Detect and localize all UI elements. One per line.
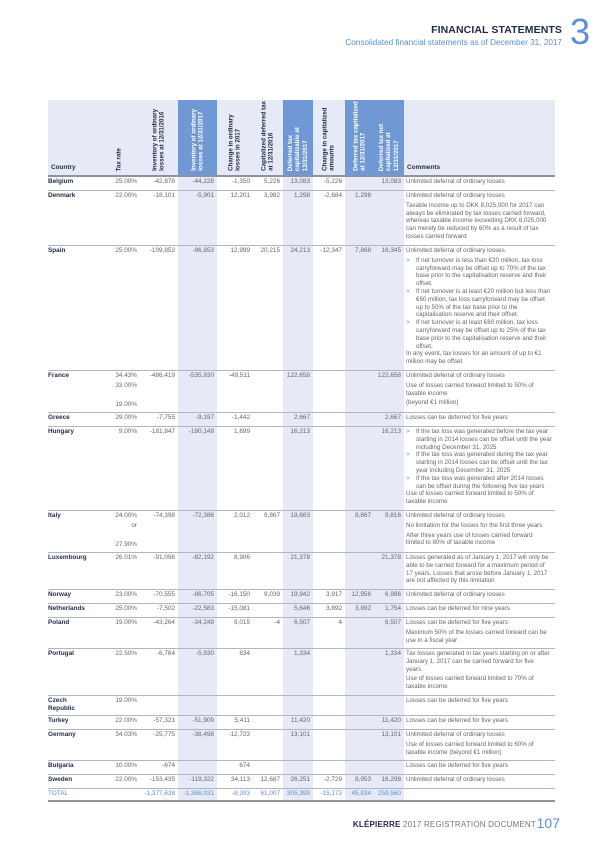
def-capitalizable-cell: 16,213: [290, 428, 310, 435]
comment-text: Unlimited deferral of ordinary losses: [406, 192, 505, 199]
inv-2016-cell: -153,435: [149, 776, 175, 783]
tax-rate: 25.00%: [115, 247, 137, 254]
header-inv-2017: [178, 100, 217, 175]
def-capitalized-cell: 1,298: [355, 192, 371, 199]
tax-rate-cell: [97, 717, 137, 727]
change-2017-cell: -15,081: [228, 605, 250, 612]
inv-2016-cell: -74,398: [153, 512, 175, 519]
inv-2017-cell: -535,930: [188, 372, 214, 379]
change-2017-cell: 12,201: [230, 192, 250, 199]
def-capitalizable-cell: 11,420: [290, 717, 310, 724]
tax-rate: 23.00%: [115, 591, 137, 598]
def-not-capitalized-cell: 21,378: [381, 554, 401, 561]
comment-bullet: If net turnover is less than €20 million, tax loss carryforward may be offset up to 70% of the tax base prior to the capitalisation reserve and their offset.: [416, 256, 547, 288]
def-capitalizable-cell: 13,083: [290, 178, 310, 185]
change-2017-cell: 12,999: [230, 247, 250, 254]
comment-text: No limitation for the losses for the first three years: [406, 521, 543, 529]
header-label: Deferred tax not capitalized at 12/31/2017: [377, 123, 400, 171]
tax-rate: 29.00%: [115, 414, 137, 421]
table-row: [48, 412, 555, 426]
bullet-arrow-icon: >: [406, 451, 410, 459]
comment-bullet: If the tax loss was generated after 2014 losses can be offset during the following five tax years: [416, 474, 545, 490]
inv-2017-cell: -9,197: [195, 414, 214, 421]
table-row: [48, 552, 555, 589]
country-cell: Belgium: [48, 178, 74, 185]
tax-rate-cell: [97, 619, 137, 629]
comments-cell: [406, 619, 552, 646]
comments-cell: [406, 428, 552, 508]
inv-2016-cell: -7,502: [156, 605, 175, 612]
def-not-capitalized-cell: 2,667: [385, 414, 401, 421]
inv-2017-cell: -34,249: [192, 619, 214, 626]
def-not-capitalized-cell: 1,334: [385, 650, 401, 657]
country-cell: Norway: [48, 591, 72, 598]
change-2017-cell: 9,015: [234, 619, 250, 626]
tax-rate: 10.00%: [115, 762, 137, 769]
table-row: [48, 603, 555, 617]
chapter-number: 3: [569, 11, 590, 52]
tax-rate: 24.00%: [115, 512, 137, 519]
country-cell: Greece: [48, 414, 70, 421]
cap-2016-cell: 5,226: [264, 178, 280, 185]
table-row: [48, 760, 555, 774]
comment-text: Unlimited deferral of ordinary losses: [406, 372, 505, 379]
total-label: TOTAL: [48, 790, 69, 797]
header-label: Change in ordinary losses in 2017: [227, 114, 242, 171]
total-inv-2016: -1,377,638: [144, 790, 175, 797]
inv-2016-cell: -91,098: [153, 554, 175, 561]
comment-text: Use of losses carried forward limited to 50% of taxable income: [406, 381, 534, 397]
country-cell: Spain: [48, 247, 66, 254]
def-capitalizable-cell: 13,101: [290, 731, 310, 738]
inv-2016-cell: -486,419: [149, 372, 175, 379]
inv-2016-cell: -181,847: [149, 428, 175, 435]
comment-text: Losses can be deferred for five years: [406, 414, 508, 421]
inv-2017-cell: -180,149: [188, 428, 214, 435]
inv-2017-cell: -72,386: [192, 512, 214, 519]
table-row: [48, 617, 555, 648]
header-label: Capitalized deferred tax at 12/31/2016: [260, 101, 275, 171]
country-cell: Hungary: [48, 428, 74, 435]
footer-doc: 2017 REGISTRATION DOCUMENT: [402, 820, 536, 829]
change-cap-cell: -2,729: [323, 776, 342, 783]
comment-text: Losses can be deferred for nine years: [406, 605, 510, 612]
def-not-capitalized-cell: 11,420: [381, 717, 401, 724]
tax-rate: 22.50%: [115, 650, 137, 657]
header-label: Change in capitalized amounts: [321, 107, 336, 171]
comments-cell: [406, 776, 552, 786]
header-def-not-capitalized: [374, 100, 404, 175]
header-comments: [404, 100, 555, 175]
tax-rate-cell: [97, 372, 137, 410]
tax-rate-cell: [97, 414, 137, 424]
tax-rate: 34.43%: [115, 372, 137, 379]
comments-cell: [406, 650, 552, 693]
inv-2016-cell: -70,555: [153, 591, 175, 598]
def-not-capitalized-cell: 16,213: [381, 428, 401, 435]
country-cell: Czech Republic: [48, 697, 75, 712]
comments-cell: [406, 372, 552, 409]
table-row: [48, 426, 555, 510]
tax-rate-cell: [97, 428, 137, 438]
inv-2016-cell: -57,321: [153, 717, 175, 724]
header-cap-2016: [253, 100, 283, 175]
tax-rate: 19.00%: [115, 697, 137, 704]
change-2017-cell: 1,699: [234, 428, 250, 435]
tax-rate-cell: [97, 776, 137, 786]
tax-rate: 19.00%: [115, 400, 137, 408]
header-def-capitalized: [345, 100, 374, 175]
page-number: 107: [536, 815, 560, 831]
tax-rate-cell: [97, 512, 137, 550]
comment-text: Unlimited deferral of ordinary losses: [406, 178, 505, 185]
change-cap-cell: 3,892: [326, 605, 342, 612]
bullet-arrow-icon: >: [406, 428, 410, 435]
table-row: [48, 370, 555, 412]
tax-rate: 19.00%: [115, 619, 137, 626]
comments-cell: [406, 762, 552, 772]
table-header: [48, 100, 555, 175]
header-label: Country: [51, 164, 76, 171]
table-row: [48, 648, 555, 695]
def-capitalizable-cell: 19,683: [290, 512, 310, 519]
total-def-capitalizable: 305,399: [286, 790, 310, 797]
inv-2017-cell: -22,583: [192, 605, 214, 612]
bullet-arrow-icon: >: [406, 256, 410, 264]
tax-rate: 9.00%: [118, 428, 137, 435]
comment-text: Unlimited deferral of ordinary losses: [406, 591, 505, 598]
country-cell: Portugal: [48, 650, 74, 657]
inv-2017-cell: -86,705: [192, 591, 214, 598]
inv-2016-cell: -42,878: [153, 178, 175, 185]
comments-cell: [406, 731, 552, 758]
def-capitalized-cell: 7,868: [355, 247, 371, 254]
inv-2016-cell: -25,775: [153, 731, 175, 738]
tax-rate: 34.03%: [115, 731, 137, 738]
table-row: [48, 729, 555, 760]
table-row: [48, 510, 555, 552]
header-tax-rate: [97, 100, 140, 175]
table-row: [48, 175, 555, 190]
inv-2017-cell: -38,498: [192, 731, 214, 738]
cap-2016-cell: 9,867: [264, 512, 280, 519]
header-label: Inventory of ordinary losses at 12/31/2016: [151, 109, 166, 171]
tax-rate: 26.01%: [115, 554, 137, 561]
cap-2016-cell: -4: [274, 619, 280, 626]
change-2017-cell: 834: [239, 650, 250, 657]
inv-2016-cell: -674: [162, 762, 175, 769]
def-capitalizable-cell: 122,658: [286, 372, 310, 379]
change-2017-cell: -49,511: [228, 372, 250, 379]
def-not-capitalized-cell: 1,754: [385, 605, 401, 612]
tax-rate-cell: [97, 697, 137, 707]
tax-rate: [97, 531, 137, 541]
country-cell: Germany: [48, 731, 76, 738]
cap-2016-cell: 3,982: [264, 192, 280, 199]
bullet-arrow-icon: >: [406, 287, 410, 295]
tax-rate: 22.00%: [115, 776, 137, 783]
cap-2016-cell: 20,215: [260, 247, 280, 254]
footer: [353, 820, 536, 829]
comment-text: Unlimited deferral of ordinary losses.: [406, 247, 507, 254]
change-2017-cell: -12,723: [228, 731, 250, 738]
inv-2016-cell: -6,764: [156, 650, 175, 657]
country-cell: Poland: [48, 619, 70, 626]
comment-text: Unlimited deferral of ordinary losses: [406, 512, 505, 519]
header-country: [48, 100, 97, 175]
comment-text: Tax losses generated in tax years starting on or after January 1, 2017 can be carried forward for five years.: [406, 650, 550, 673]
comment-text: Maximum 50% of the losses carried forward can be use in a fiscal year: [406, 628, 547, 644]
def-capitalizable-cell: 1,298: [294, 192, 310, 199]
comment-bullet: If net turnover is at least €60 million, tax loss carryforward may be offset up to 25% of the tax base prior to the capitalisation reserve and their offset.: [416, 319, 547, 350]
country-cell: Denmark: [48, 192, 76, 199]
change-cap-cell: -5,226: [323, 178, 342, 185]
tax-rate: [97, 391, 137, 401]
inv-2017-cell: -51,909: [192, 717, 214, 724]
header-label: Inventory of ordinary losses at 12/31/2017: [190, 109, 205, 171]
change-2017-cell: -16,150: [228, 591, 250, 598]
comments-cell: [406, 192, 552, 243]
def-not-capitalized-cell: 6,986: [385, 591, 401, 598]
comment-text: After three years use of losses carried forward limited to 80% of taxable income: [406, 531, 533, 547]
def-capitalized-cell: 9,953: [355, 776, 371, 783]
tax-rate: 33.00%: [115, 381, 137, 389]
comments-cell: [406, 247, 552, 368]
total-def-not-capitalized: 259,560: [377, 790, 401, 797]
header-def-capitalizable: [283, 100, 313, 175]
change-2017-cell: 34,113: [230, 776, 250, 783]
footer-brand: KLÉPIERRE: [352, 820, 401, 829]
tax-rate-cell: [97, 554, 137, 564]
comments-cell: [406, 697, 552, 707]
def-capitalizable-cell: 2,667: [294, 414, 310, 421]
header-label: Tax rate: [114, 147, 122, 171]
header-inv-2016: [140, 100, 178, 175]
comments-cell: [406, 178, 552, 188]
comments-cell: [406, 591, 552, 601]
comment-text: Losses can be deferred for five years: [406, 619, 508, 626]
comment-text: Use of losses carried forward limited to 60% of taxable income (beyond €1 million): [406, 740, 534, 756]
cap-2016-cell: 12,687: [260, 776, 280, 783]
inv-2016-cell: -18,101: [153, 192, 175, 199]
comment-text: Use of losses carried forward limited to 50% of taxable income: [406, 490, 534, 506]
inv-2017-cell: -5,930: [195, 650, 214, 657]
def-not-capitalized-cell: 122,658: [377, 372, 401, 379]
inv-2016-cell: -43,264: [153, 619, 175, 626]
inv-2017-cell: -96,853: [192, 247, 214, 254]
def-capitalizable-cell: 1,334: [294, 650, 310, 657]
change-2017-cell: 8,906: [234, 554, 250, 561]
comment-bullet: If net turnover is at least €20 million but less than €60 million, tax loss carryforward may be offset up to 50% of the tax base prior to the capitalisation reserve and their offset.: [416, 287, 551, 319]
bullet-arrow-icon: >: [406, 319, 410, 327]
def-capitalized-cell: 12,956: [351, 591, 371, 598]
cap-2016-cell: 9,039: [264, 591, 280, 598]
tax-rate-cell: [97, 650, 137, 660]
country-cell: Italy: [48, 512, 61, 519]
tax-rate-cell: [97, 605, 137, 615]
bullet-arrow-icon: >: [406, 474, 410, 482]
def-capitalized-cell: 3,892: [355, 605, 371, 612]
header-label: Deferred tax capitalized at 12/31/2017: [352, 101, 367, 171]
def-capitalized-cell: 9,867: [355, 512, 371, 519]
comment-text: Use of losses carried forward limited to 70% of taxable income: [406, 675, 534, 691]
tax-rate: 25.00%: [115, 605, 137, 612]
total-cap-2016: 61,007: [260, 790, 280, 797]
table-row: [48, 589, 555, 603]
chapter-title: FINANCIAL STATEMENTS: [431, 24, 562, 36]
total-row: [48, 788, 555, 802]
change-2017-cell: 2,012: [234, 512, 250, 519]
tax-rate: 22.00%: [115, 192, 137, 199]
comment-bullet: If the tax loss was generated during the tax year starting in 2014 losses can be offset until the tax year including December 31, 2025: [416, 451, 548, 474]
comments-cell: [406, 554, 552, 587]
country-cell: Netherlands: [48, 605, 85, 612]
change-2017-cell: 674: [239, 762, 250, 769]
table-row: [48, 774, 555, 788]
header-change-cap: [313, 100, 345, 175]
tax-rate: or: [131, 521, 137, 529]
def-capitalizable-cell: 19,942: [290, 591, 310, 598]
def-capitalizable-cell: 24,213: [290, 247, 310, 254]
table-row: [48, 190, 555, 245]
total-change-cap: -15,173: [320, 790, 342, 797]
country-cell: Turkey: [48, 717, 69, 724]
header-label: Comments: [407, 164, 441, 171]
comment-text: Losses can be deferred for five years: [406, 717, 508, 724]
tax-rate-cell: [97, 178, 137, 188]
change-cap-cell: 3,917: [326, 591, 342, 598]
header-change-2017: [217, 100, 253, 175]
tax-rate-cell: [97, 247, 137, 257]
comments-cell: [406, 512, 552, 549]
def-not-capitalized-cell: 6,507: [385, 619, 401, 626]
country-cell: Luxembourg: [48, 554, 87, 561]
table-row: [48, 715, 555, 729]
inv-2017-cell: -82,192: [192, 554, 214, 561]
change-2017-cell: -1,442: [231, 414, 250, 421]
def-not-capitalized-cell: 13,101: [381, 731, 401, 738]
total-change-2017: -8,393: [231, 790, 250, 797]
comments-cell: [406, 605, 552, 615]
inv-2016-cell: -109,852: [149, 247, 175, 254]
change-cap-cell: 4: [338, 619, 342, 626]
change-cap-cell: -12,347: [320, 247, 342, 254]
total-def-capitalized: 45,834: [351, 790, 371, 797]
change-2017-cell: -1,350: [231, 178, 250, 185]
inv-2017-cell: -5,901: [195, 192, 214, 199]
tax-rate: 22.00%: [115, 717, 137, 724]
inv-2017-cell: -44,228: [192, 178, 214, 185]
def-capitalizable-cell: 6,507: [294, 619, 310, 626]
def-not-capitalized-cell: 9,816: [385, 512, 401, 519]
comment-text: Unlimited deferral of ordinary losses: [406, 731, 505, 738]
comment-text: In any event, tax losses for an amount of up to €1 million may be offset: [406, 350, 542, 366]
header-label: Deferred tax capitalizable at 12/31/2017: [286, 126, 309, 171]
country-cell: France: [48, 372, 69, 379]
tax-rate-cell: [97, 731, 137, 741]
change-cap-cell: -2,684: [323, 192, 342, 199]
country-cell: Bulgaria: [48, 762, 74, 769]
comment-text: Taxable income up to DKK 8,025,000 for 2017 can always be eliminated by tax losses carried forward, whereas taxable income exceeding DKK 8,025,000 can merely be reduced by 60% as a result of tax losses carried forward: [406, 201, 547, 240]
def-capitalizable-cell: 21,378: [290, 554, 310, 561]
comment-text: Unlimited deferral of ordinary losses: [406, 776, 505, 783]
comment-text: Losses can be deferred for five years: [406, 762, 508, 769]
total-inv-2017: -1,386,031: [183, 790, 214, 797]
country-cell: Sweden: [48, 776, 73, 783]
chapter-subtitle: Consolidated financial statements as of December 31, 2017: [345, 38, 562, 47]
tax-rate-cell: [97, 192, 137, 202]
comment-bullet: If the tax loss was generated before the tax year starting in 2014 losses can be offset until the year including December 31, 2025: [416, 428, 552, 451]
def-capitalizable-cell: 5,646: [294, 605, 310, 612]
def-capitalizable-cell: 26,251: [290, 776, 310, 783]
table-row: [48, 245, 555, 370]
table-row: [48, 695, 555, 715]
comments-cell: [406, 414, 552, 424]
comment-text: (beyond €1 million): [406, 399, 459, 407]
tax-rate-cell: [97, 591, 137, 601]
comment-text: Losses can be deferred for five years: [406, 697, 508, 704]
def-not-capitalized-cell: 16,345: [381, 247, 401, 254]
inv-2016-cell: -7,755: [156, 414, 175, 421]
def-not-capitalized-cell: 13,083: [381, 178, 401, 185]
tax-rate: 27.90%: [115, 540, 137, 548]
tax-rate-cell: [97, 762, 137, 772]
inv-2017-cell: -119,322: [189, 776, 214, 783]
change-2017-cell: 5,411: [234, 717, 250, 724]
table-body: [48, 175, 555, 802]
comment-text: Losses generated as of January 1, 2017 will only be able to be carried forward for a maximum period of 17 years. Losses that arose before January 1, 2017 are not affected by this limitation: [406, 554, 549, 585]
def-not-capitalized-cell: 16,298: [381, 776, 401, 783]
comments-cell: [406, 717, 552, 727]
tax-rate: 25.00%: [115, 178, 137, 185]
tax-losses-table: [48, 100, 555, 802]
